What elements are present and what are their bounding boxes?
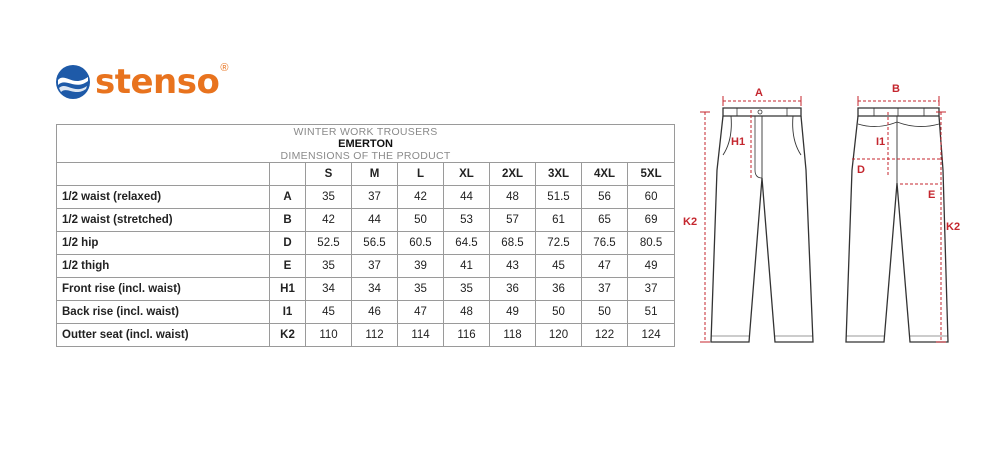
measurement-value: 48 [444,301,490,324]
measurement-value: 68.5 [490,232,536,255]
label-K2-front: K2 [683,216,698,228]
measurement-value: 52.5 [306,232,352,255]
measurement-value: 42 [306,209,352,232]
label-H1: H1 [731,136,746,148]
measurement-value: 41 [444,255,490,278]
measurement-value: 36 [490,278,536,301]
measurement-value: 50 [536,301,582,324]
measurement-label: 1/2 waist (stretched) [57,209,270,232]
label-E: E [928,189,936,201]
measurement-code: B [270,209,306,232]
measurement-code: I1 [270,301,306,324]
measurement-value: 35 [306,255,352,278]
measurement-value: 120 [536,324,582,347]
measurement-code: A [270,186,306,209]
measurement-value: 53 [444,209,490,232]
measurement-value: 50 [398,209,444,232]
label-A: A [755,87,763,99]
measurement-value: 36 [536,278,582,301]
measurement-value: 124 [628,324,675,347]
measurement-value: 37 [628,278,675,301]
measurement-value: 64.5 [444,232,490,255]
measurement-value: 51.5 [536,186,582,209]
measurement-code: E [270,255,306,278]
product-category: WINTER WORK TROUSERS [293,126,438,138]
measurement-value: 39 [398,255,444,278]
measurement-label: Back rise (incl. waist) [57,301,270,324]
measurement-value: 76.5 [582,232,628,255]
trousers-back-view [846,108,948,342]
measurement-value: 65 [582,209,628,232]
measurement-value: 34 [306,278,352,301]
brand-name: stenso [95,62,220,102]
size-header: S [306,163,352,186]
measurement-code: D [270,232,306,255]
measurement-value: 69 [628,209,675,232]
measurement-value: 35 [398,278,444,301]
measurement-label: Outter seat (incl. waist) [57,324,270,347]
measurement-value: 114 [398,324,444,347]
measurement-code: K2 [270,324,306,347]
size-header: 2XL [490,163,536,186]
measurement-value: 37 [352,255,398,278]
table-subtitle: DIMENSIONS OF THE PRODUCT [280,150,451,162]
measurement-label: 1/2 hip [57,232,270,255]
measurement-value: 42 [398,186,444,209]
label-K2-back: K2 [946,221,961,233]
product-name: EMERTON [338,138,393,150]
measurement-value: 44 [352,209,398,232]
measurement-value: 122 [582,324,628,347]
size-header: 3XL [536,163,582,186]
measurement-value: 34 [352,278,398,301]
measurement-value: 37 [352,186,398,209]
size-header: XL [444,163,490,186]
measurement-value: 35 [306,186,352,209]
measurement-value: 45 [536,255,582,278]
measurement-value: 47 [582,255,628,278]
size-header: 5XL [628,163,675,186]
size-header: M [352,163,398,186]
measurement-value: 56.5 [352,232,398,255]
measurement-value: 72.5 [536,232,582,255]
measurement-code: H1 [270,278,306,301]
measurement-label: Front rise (incl. waist) [57,278,270,301]
measurement-value: 116 [444,324,490,347]
measurement-value: 118 [490,324,536,347]
measurement-value: 50 [582,301,628,324]
trousers-front-view [711,108,813,342]
measurement-value: 61 [536,209,582,232]
label-B: B [892,83,900,95]
size-header: 4XL [582,163,628,186]
measurement-value: 45 [306,301,352,324]
measurement-value: 51 [628,301,675,324]
measurement-value: 35 [444,278,490,301]
registered-mark: ® [220,62,229,74]
label-D: D [857,164,865,176]
measurement-value: 46 [352,301,398,324]
measurement-value: 60 [628,186,675,209]
label-I1: I1 [876,136,886,148]
measurement-value: 56 [582,186,628,209]
measurement-value: 112 [352,324,398,347]
measurement-value: 43 [490,255,536,278]
measurement-value: 49 [490,301,536,324]
measurement-label: 1/2 thigh [57,255,270,278]
measurement-value: 60.5 [398,232,444,255]
measurement-value: 47 [398,301,444,324]
back-measure-lines [852,96,946,342]
measurement-value: 48 [490,186,536,209]
measurement-value: 110 [306,324,352,347]
size-header: L [398,163,444,186]
measurement-value: 80.5 [628,232,675,255]
measurement-value: 57 [490,209,536,232]
measurement-value: 49 [628,255,675,278]
measurement-label: 1/2 waist (relaxed) [57,186,270,209]
measurement-value: 37 [582,278,628,301]
measurement-value: 44 [444,186,490,209]
